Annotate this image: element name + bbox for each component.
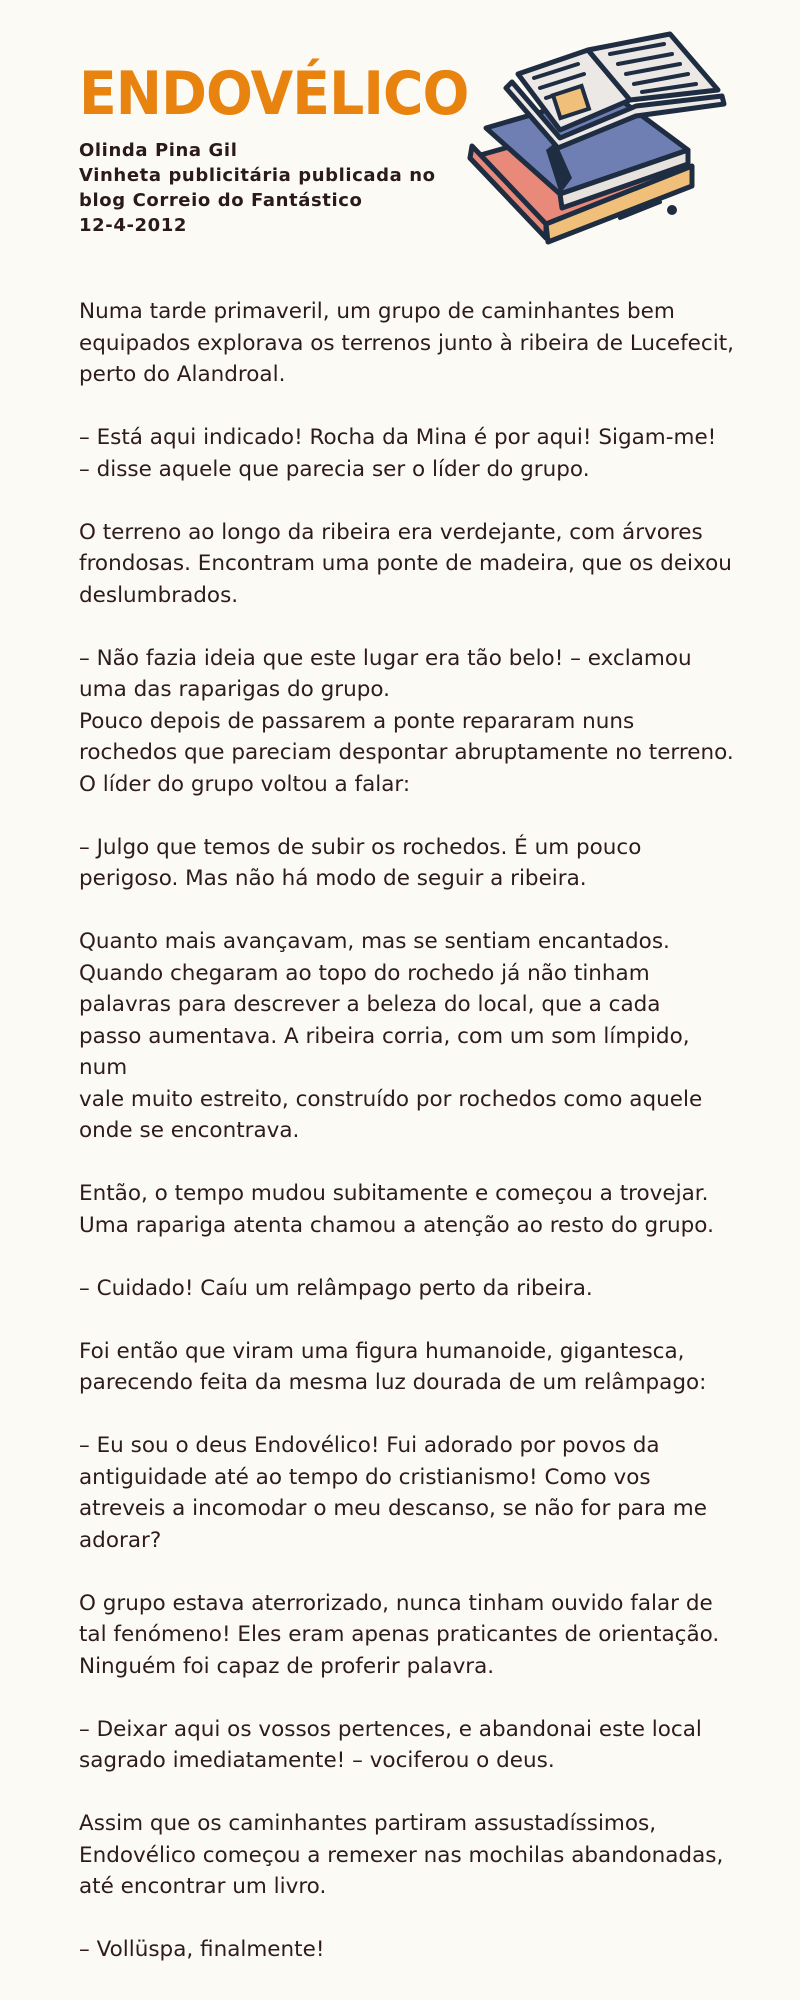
subtitle-line-2: blog Correio do Fantástico	[79, 190, 363, 211]
paragraph: O terreno ao longo da ribeira era verdejante, com árvores frondosas. Encontram uma ponte de madeira, que os deixou deslumbrados.	[79, 519, 732, 608]
publication-date: 12-4-2012	[79, 215, 188, 236]
byline	[79, 138, 479, 238]
article-body	[79, 296, 739, 1997]
paragraph: – Vollüspa, finalmente!	[79, 1937, 325, 1962]
paragraph: Assim que os caminhantes partiram assustadíssimos, Endovélico começou a remexer nas mochilas abandonadas, até encontrar um livro.	[79, 1811, 724, 1899]
page-title: ENDOVÉLICO	[79, 59, 469, 129]
paragraph: – Cuidado! Caíu um relâmpago perto da ribeira.	[79, 1275, 593, 1301]
paragraph: – Está aqui indicado! Rocha da Mina é por aqui! Sigam-me! – disse aquele que parecia ser o líder do grupo.	[79, 425, 717, 482]
paragraph: Quanto mais avançavam, mas se sentiam encantados. Quando chegaram ao topo do rochedo já não tinham palavras para descrever a beleza do local, que a cada passo aumentava. A ribeira corria, com um som límpido, num vale muito estreito, construído por rochedos como aquele onde se encontrava.	[79, 929, 703, 1143]
subtitle-line-1: Vinheta publicitária publicada no	[79, 165, 436, 186]
paragraph: Foi então que viram uma figura humanoide, gigantesca, parecendo feita da mesma luz dourada de um relâmpago:	[79, 1338, 707, 1395]
paragraph: – Eu sou o deus Endovélico! Fui adorado por povos da antiguidade até ao tempo do cristianismo! Como vos atreveis a incomodar o meu descanso, se não for para me adorar?	[79, 1433, 707, 1553]
open-book-stack-icon	[460, 30, 740, 250]
paragraph: Numa tarde primaveril, um grupo de caminhantes bem equipados explorava os terrenos junto à ribeira de Lucefecit, perto do Alandroal.	[79, 299, 734, 387]
paragraph: O grupo estava aterrorizado, nunca tinham ouvido falar de tal fenómeno! Eles eram apenas praticantes de orientação. Ninguém foi capaz de proferir palavra.	[79, 1590, 720, 1679]
author-name: Olinda Pina Gil	[79, 140, 238, 161]
paragraph: – Julgo que temos de subir os rochedos. É um pouco perigoso. Mas não há modo de seguir a ribeira.	[79, 834, 642, 891]
header	[79, 59, 479, 238]
paragraph: Então, o tempo mudou subitamente e começou a trovejar. Uma rapariga atenta chamou a atenção ao resto do grupo.	[79, 1181, 714, 1238]
paragraph: – Não fazia ideia que este lugar era tão belo! – exclamou uma das raparigas do grupo. Pouco depois de passarem a ponte repararam nuns rochedos que pareciam despontar abruptamente no terreno. O líder do grupo voltou a falar:	[79, 645, 734, 797]
paragraph: – Deixar aqui os vossos pertences, e abandonai este local sagrado imediatamente! – vociferou o deus.	[79, 1716, 702, 1773]
